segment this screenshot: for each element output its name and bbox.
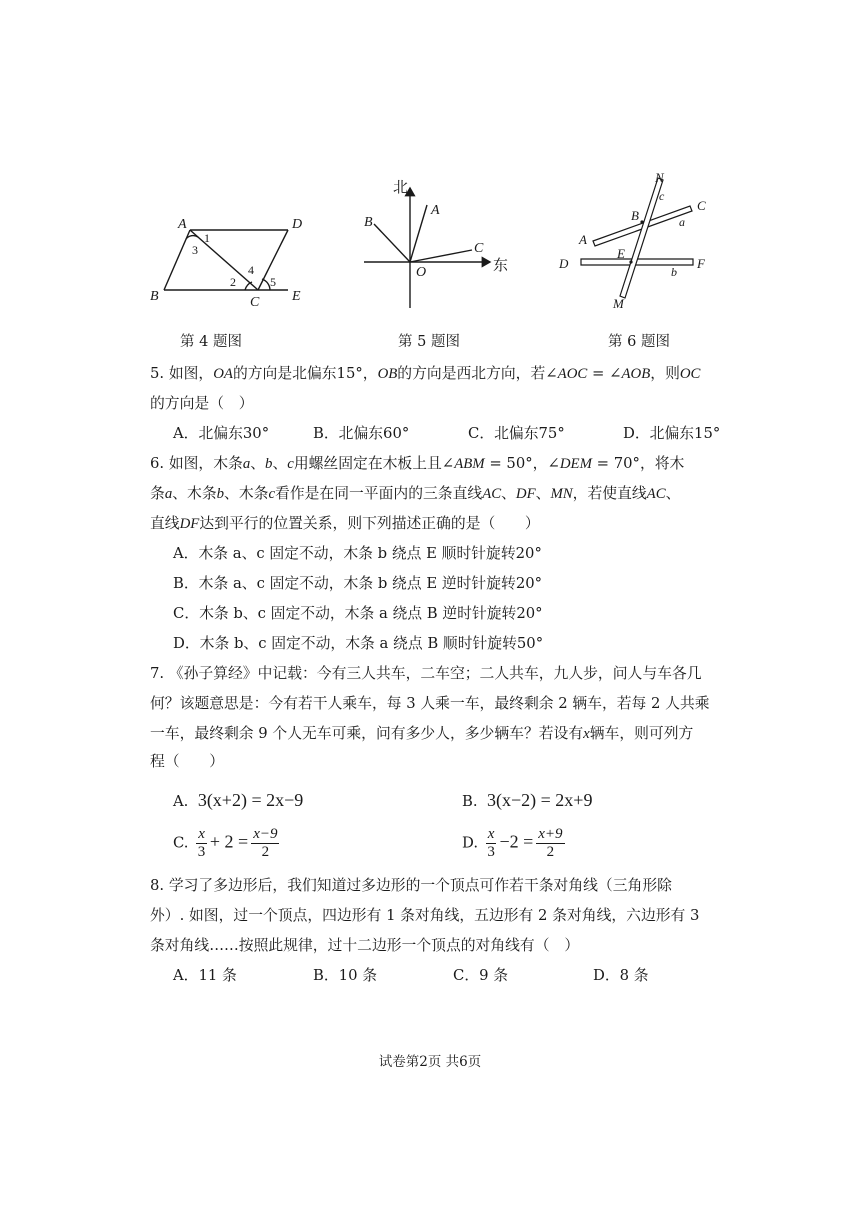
- q8-line-3: 条对角线……按照此规律，过十二边形一个顶点的对角线有（ ）: [150, 937, 580, 954]
- q7-option-d: D. $\frac{x}{3}$ −2 = $\frac{x+9}{2}$: [462, 826, 563, 860]
- page-footer: 试卷第2页 共6页: [378, 1054, 482, 1070]
- fig6-label-c-strip: c: [659, 189, 665, 203]
- fig6-label-m-point: M: [613, 296, 624, 311]
- q7-option-b-equation: 3(x−2) = 2x+9: [487, 790, 593, 810]
- fig6-label-c-point: C: [697, 198, 706, 213]
- q6-option-a: A．木条 a、c 固定不动，木条 b 绕点 E 顺时针旋转20°: [173, 545, 542, 562]
- q7-line-4: 程（ ）: [150, 753, 224, 770]
- fig4-angle-4: 4: [248, 263, 254, 277]
- q6-line-1: 6. 如图，木条a、b、c用螺丝固定在木板上且∠ABM = 50°，∠DEM = 70°，将木: [150, 455, 685, 472]
- fig6-label-a-point: A: [579, 232, 587, 247]
- q5-option-a: A．北偏东30°: [173, 425, 270, 442]
- fig4-label-a: A: [178, 217, 187, 232]
- fig6-label-a-strip: a: [679, 215, 685, 229]
- q8-line-2: 外）. 如图，过一个顶点，四边形有 1 条对角线，五边形有 2 条对角线，六边形有 3: [150, 907, 700, 924]
- q5-option-b: B．北偏东60°: [313, 425, 410, 442]
- fig6-label-b-point: B: [631, 208, 639, 223]
- fig4-angle-2: 2: [230, 275, 236, 289]
- figure-5-caption: 第 5 题图: [398, 334, 460, 350]
- q8-option-c: C．9 条: [453, 967, 509, 984]
- figure-5: [360, 180, 520, 310]
- fig6-label-f-point: F: [697, 256, 705, 271]
- q7-line-3: 一车，最终剩余 9 个人无车可乘，问有多少人，多少辆车？若设有x辆车，则可列方: [150, 725, 694, 742]
- q6-option-c: C．木条 b、c 固定不动，木条 a 绕点 B 逆时针旋转20°: [173, 605, 543, 622]
- q7-option-a-equation: 3(x+2) = 2x−9: [197, 790, 304, 810]
- q8-option-b: B．10 条: [313, 967, 377, 984]
- q7-option-c-fraction-2: $\frac{x-9}{2}$: [253, 826, 278, 860]
- fig5-label-a: A: [431, 203, 440, 218]
- fig4-label-e: E: [292, 289, 301, 304]
- q5-line-2: 的方向是（ ）: [150, 395, 254, 412]
- q7-option-a: A. 3(x+2) = 2x−9: [173, 790, 304, 810]
- q7-option-b: B. 3(x−2) = 2x+9: [462, 790, 593, 810]
- q8-line-1: 8. 学习了多边形后，我们知道过多边形的一个顶点可作若干条对角线（三角形除: [150, 877, 672, 894]
- fig4-label-d: D: [292, 217, 303, 232]
- q7-option-c: C. $\frac{x}{3}$ + 2 = $\frac{x-9}{2}$: [173, 826, 278, 860]
- fig4-label-b: B: [150, 289, 159, 304]
- fig4-label-c: C: [250, 295, 260, 310]
- fig6-label-n: N: [655, 170, 664, 185]
- fig5-label-c: C: [474, 241, 484, 256]
- fig5-label-o: O: [416, 265, 427, 280]
- fig6-label-b-strip: b: [671, 265, 677, 279]
- fig4-angle-3: 3: [192, 243, 198, 257]
- fig6-label-d-point: D: [559, 256, 569, 271]
- q5-option-d: D．北偏东15°: [623, 425, 721, 442]
- q6-line-2: 条a、木条b、木条c看作是在同一平面内的三条直线AC、DF、MN，若使直线AC、: [150, 485, 681, 502]
- q6-line-3: 直线DF达到平行的位置关系，则下列描述正确的是（ ）: [150, 515, 540, 532]
- fig4-angle-5: 5: [270, 275, 276, 289]
- fig6-label-e-point: E: [617, 246, 625, 261]
- q5-option-c: C．北偏东75°: [468, 425, 565, 442]
- q6-option-d: D．木条 b、c 固定不动，木条 a 绕点 B 顺时针旋转50°: [173, 635, 544, 652]
- figure-6: [555, 168, 715, 313]
- q7-option-c-fraction-1: $\frac{x}{3}$: [197, 826, 206, 860]
- q7-line-1: 7. 《孙子算经》中记载：今有三人共车，二车空；二人共车，九人步，问人与车各几: [150, 665, 702, 682]
- q7-option-d-fraction-1: $\frac{x}{3}$: [487, 826, 495, 860]
- q8-option-d: D．8 条: [593, 967, 649, 984]
- q7-option-d-fraction-2: $\frac{x+9}{2}$: [538, 826, 563, 860]
- q7-line-2: 何？该题意思是：今有若干人乘车，每 3 人乘一车，最终剩余 2 辆车，若每 2 人共乘: [150, 695, 710, 712]
- figure-4-caption: 第 4 题图: [180, 334, 242, 350]
- q8-option-a: A．11 条: [173, 967, 237, 984]
- figure-4: [140, 210, 320, 310]
- fig5-label-east: 东: [493, 258, 509, 274]
- fig5-label-b: B: [364, 215, 373, 230]
- q5-line-1: 5. 如图，OA的方向是北偏东15°，OB的方向是西北方向，若∠AOC = ∠AOB，则OC: [150, 365, 701, 382]
- fig4-angle-1: 1: [204, 231, 210, 245]
- q6-option-b: B．木条 a、c 固定不动，木条 b 绕点 E 逆时针旋转20°: [173, 575, 543, 592]
- figure-6-caption: 第 6 题图: [608, 334, 670, 350]
- fig5-label-north: 北: [392, 180, 408, 196]
